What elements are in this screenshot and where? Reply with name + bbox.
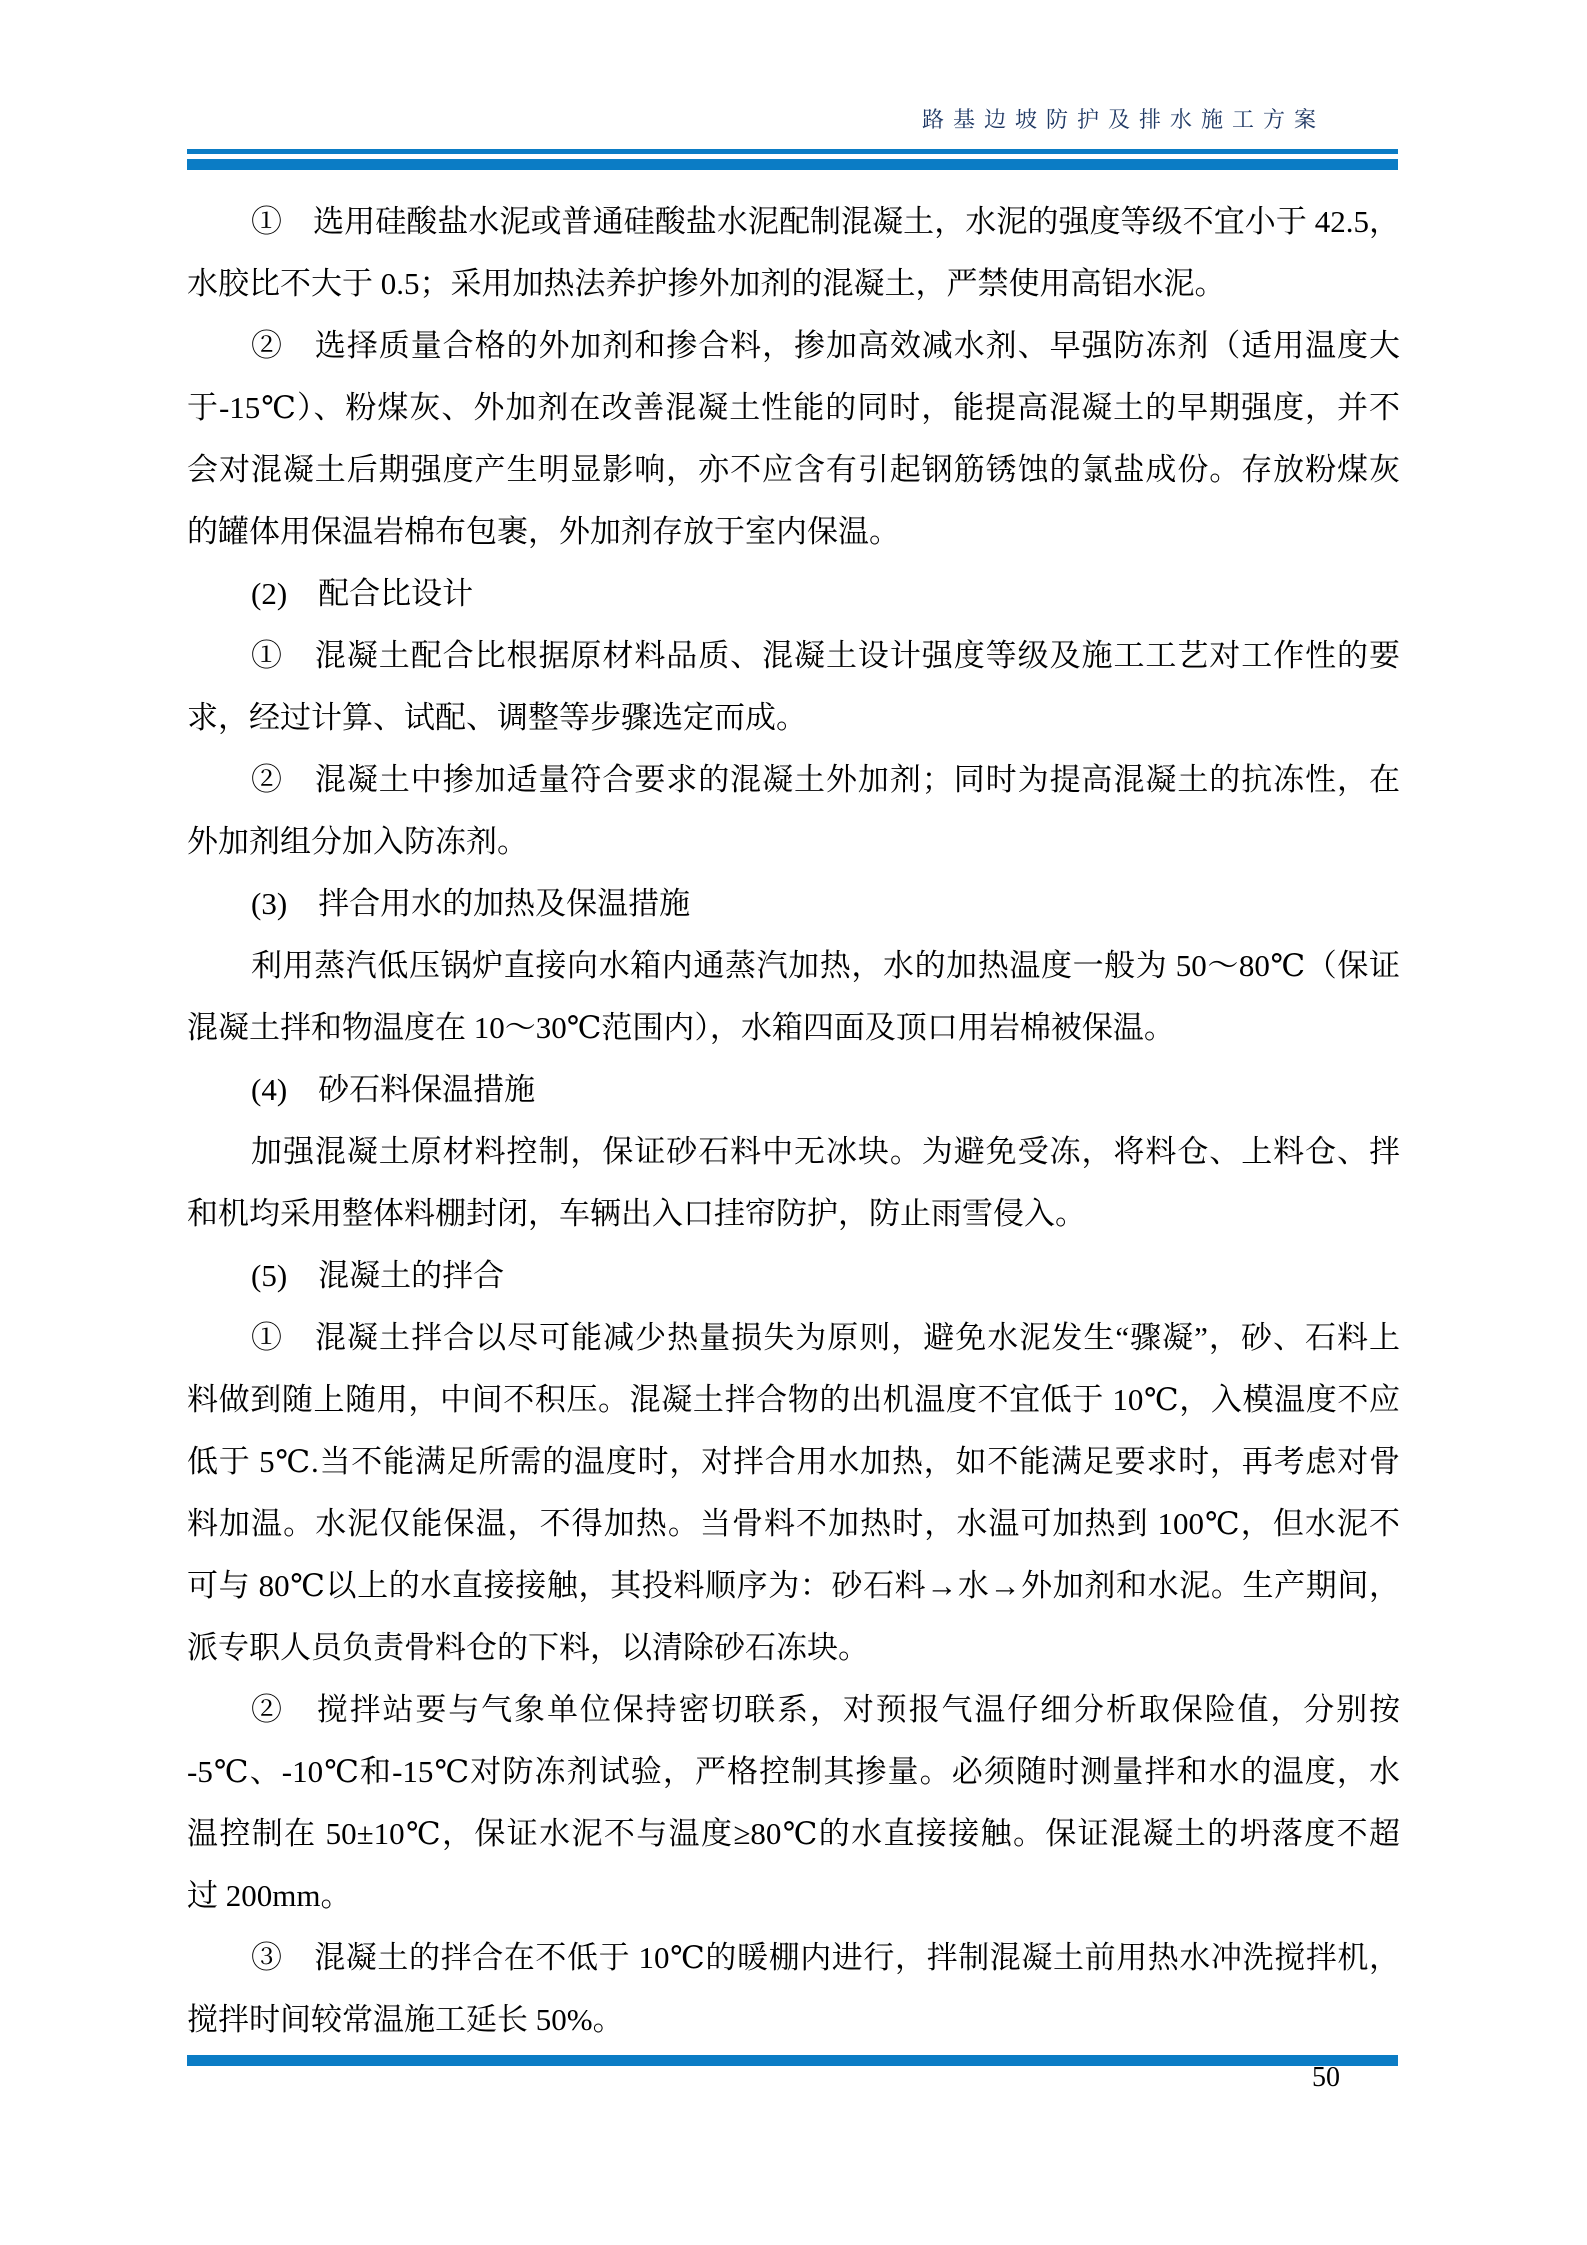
text-line: ③ 混凝土的拌合在不低于 10℃的暖棚内进行，拌制混凝土前用热水冲洗搅拌机，: [251, 1940, 1400, 1975]
text-line: 和机均采用整体料棚封闭，车辆出入口挂帘防护，防止雨雪侵入。: [187, 1196, 1086, 1231]
text-line: 水胶比不大于 0.5；采用加热法养护掺外加剂的混凝土，严禁使用高铝水泥。: [187, 266, 1226, 301]
text-line: 加强混凝土原材料控制，保证砂石料中无冰块。为避免受冻，将料仓、上料仓、拌: [251, 1134, 1400, 1169]
text-line: -5℃、-10℃和-15℃对防冻剂试验，严格控制其掺量。必须随时测量拌和水的温度，水: [187, 1754, 1400, 1789]
text-line: 可与 80℃以上的水直接接触，其投料顺序为：砂石料→水→外加剂和水泥。生产期间，: [187, 1568, 1400, 1603]
text-line: 会对混凝土后期强度产生明显影响，亦不应含有引起钢筋锈蚀的氯盐成份。存放粉煤灰: [187, 452, 1400, 487]
text-line: 求，经过计算、试配、调整等步骤选定而成。: [187, 700, 807, 735]
text-line: ② 混凝土中掺加适量符合要求的混凝土外加剂；同时为提高混凝土的抗冻性，在: [251, 762, 1400, 797]
text-line: 过 200mm。: [187, 1878, 352, 1913]
body-text-lines: [187, 191, 1400, 2051]
header-rule-thick: [187, 159, 1398, 170]
text-line: 温控制在 50±10℃，保证水泥不与温度≥80℃的水直接接触。保证混凝土的坍落度不超: [187, 1816, 1400, 1851]
text-line: 混凝土拌和物温度在 10～30℃范围内），水箱四面及顶口用岩棉被保温。: [187, 1010, 1175, 1045]
text-line: 利用蒸汽低压锅炉直接向水箱内通蒸汽加热，水的加热温度一般为 50～80℃（保证: [251, 948, 1400, 983]
page-number: 50: [1312, 2062, 1340, 2093]
text-line: ① 混凝土配合比根据原材料品质、混凝土设计强度等级及施工工艺对工作性的要: [251, 638, 1400, 673]
text-line: (4) 砂石料保温措施: [251, 1072, 536, 1107]
text-line: 料加温。水泥仅能保温，不得加热。当骨料不加热时，水温可加热到 100℃，但水泥不: [187, 1506, 1400, 1541]
text-line: ② 搅拌站要与气象单位保持密切联系，对预报气温仔细分析取保险值，分别按: [251, 1692, 1400, 1727]
text-line: (3) 拌合用水的加热及保温措施: [251, 886, 691, 921]
text-line: 料做到随上随用，中间不积压。混凝土拌合物的出机温度不宜低于 10℃，入模温度不应: [187, 1382, 1400, 1417]
header-title: 路基边坡防护及排水施工方案: [921, 107, 1325, 132]
text-line: ① 混凝土拌合以尽可能减少热量损失为原则，避免水泥发生“骤凝”，砂、石料上: [251, 1320, 1400, 1355]
text-line: 派专职人员负责骨料仓的下料，以清除砂石冻块。: [187, 1630, 869, 1665]
text-line: 搅拌时间较常温施工延长 50%。: [187, 2002, 624, 2037]
text-line: 外加剂组分加入防冻剂。: [187, 824, 528, 859]
text-line: (2) 配合比设计: [251, 576, 474, 611]
header-rule-thin: [187, 149, 1398, 154]
text-line: ② 选择质量合格的外加剂和掺合料，掺加高效减水剂、早强防冻剂（适用温度大: [251, 328, 1400, 363]
text-line: (5) 混凝土的拌合: [251, 1258, 505, 1293]
text-line: ① 选用硅酸盐水泥或普通硅酸盐水泥配制混凝土，水泥的强度等级不宜小于 42.5，: [251, 204, 1400, 239]
footer-rule: [187, 2055, 1398, 2066]
text-line: 于-15℃）、粉煤灰、外加剂在改善混凝土性能的同时，能提高混凝土的早期强度，并不: [187, 390, 1400, 425]
text-line: 低于 5℃.当不能满足所需的温度时，对拌合用水加热，如不能满足要求时，再考虑对骨: [187, 1444, 1400, 1479]
text-line: 的罐体用保温岩棉布包裹，外加剂存放于室内保温。: [187, 514, 900, 549]
